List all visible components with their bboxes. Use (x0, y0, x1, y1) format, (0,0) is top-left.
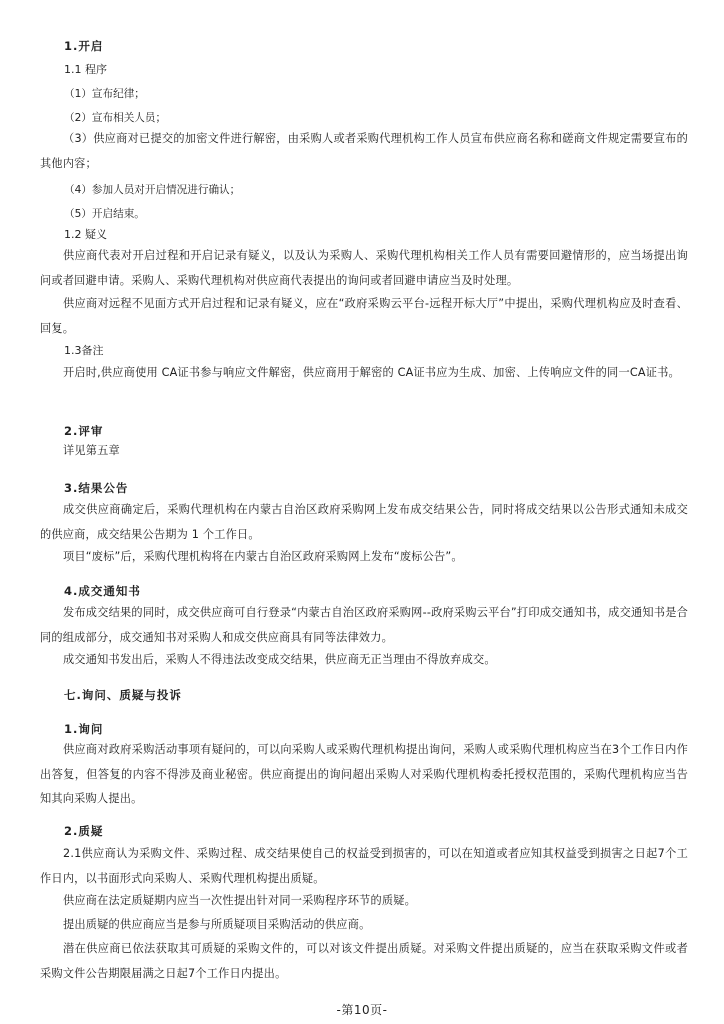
result-paragraph-1: 成交供应商确定后，采购代理机构在内蒙古自治区政府采购网上发布成交结果公告，同时将成交结果以公告形式通知未成交的供应商，成交结果公告期为 1 个工作日。 (40, 503, 688, 541)
section-3-heading: 3.结果公告 (64, 481, 129, 495)
challenge-paragraph-1: 2.1供应商认为采购文件、采购过程、成交结果使自己的权益受到损害的，可以在知道或者应知其权益受到损害之日起7个工作日内，以书面形式向采购人、采购代理机构提出质疑。 (40, 847, 688, 885)
inquiry-heading: 1.询问 (64, 722, 104, 736)
procedure-item-4: （4）参加人员对开启情况进行确认； (64, 184, 241, 196)
section-2-heading: 2.评审 (64, 424, 104, 438)
challenge-paragraph-2: 供应商在法定质疑期内应当一次性提出针对同一采购程序环节的质疑。 (63, 894, 417, 907)
subsection-1-2-heading: 1.2 疑义 (64, 228, 107, 241)
challenge-paragraph-4: 潜在供应商已依法获取其可质疑的采购文件的，可以对该文件提出质疑。对采购文件提出质疑的，应当在获取采购文件或者采购文件公告期限届满之日起7个工作日内提出。 (40, 942, 688, 980)
objection-paragraph-2: 供应商对远程不见面方式开启过程和记录有疑义，应在“政府采购云平台-远程开标大厅”中提出，采购代理机构应及时查看、回复。 (40, 297, 688, 335)
review-paragraph: 详见第五章 (63, 444, 120, 457)
notice-paragraph-1: 发布成交结果的同时，成交供应商可自行登录“内蒙古自治区政府采购网--政府采购云平台”打印成交通知书，成交通知书是合同的组成部分，成交通知书对采购人和成交供应商具有同等法律效力。 (40, 606, 688, 644)
section-4-heading: 4.成交通知书 (64, 584, 141, 598)
subsection-1-3-heading: 1.3备注 (64, 344, 104, 357)
procedure-item-3: （3）供应商对已提交的加密文件进行解密，由采购人或者采购代理机构工作人员宣布供应商名称和磋商文件规定需要宣布的其他内容； (40, 132, 688, 170)
chapter-7-heading: 七.询问、质疑与投诉 (64, 688, 182, 702)
remark-paragraph: 开启时,供应商使用 CA证书参与响应文件解密，供应商用于解密的 CA证书应为生成、加密、上传响应文件的同一CA证书。 (63, 366, 680, 379)
subsection-1-1-heading: 1.1 程序 (64, 63, 107, 76)
section-1-heading: 1.开启 (64, 39, 104, 53)
procedure-item-5: （5）开启结束。 (64, 208, 145, 220)
procedure-item-1: （1）宣布纪律； (64, 88, 145, 100)
challenge-paragraph-3: 提出质疑的供应商应当是参与所质疑项目采购活动的供应商。 (63, 918, 371, 931)
objection-paragraph-1: 供应商代表对开启过程和开启记录有疑义，以及认为采购人、采购代理机构相关工作人员有需要回避情形的，应当场提出询问或者回避申请。采购人、采购代理机构对供应商代表提出的询问或者回避申请应当及时处理。 (40, 249, 688, 287)
procedure-item-2: （2）宣布相关人员； (64, 112, 167, 124)
notice-paragraph-2: 成交通知书发出后，采购人不得违法改变成交结果，供应商无正当理由不得放弃成交。 (63, 653, 496, 666)
inquiry-paragraph: 供应商对政府采购活动事项有疑问的，可以向采购人或采购代理机构提出询问，采购人或采购代理机构应当在3个工作日内作出答复，但答复的内容不得涉及商业秘密。供应商提出的询问超出采购人对采购代理机构委托授权范围的，采购代理机构应当告知其向采购人提出。 (40, 743, 688, 805)
result-paragraph-2: 项目“废标”后，采购代理机构将在内蒙古自治区政府采购网上发布“废标公告”。 (63, 550, 463, 563)
page-number: -第10页- (336, 1003, 388, 1017)
challenge-heading: 2.质疑 (64, 824, 104, 838)
